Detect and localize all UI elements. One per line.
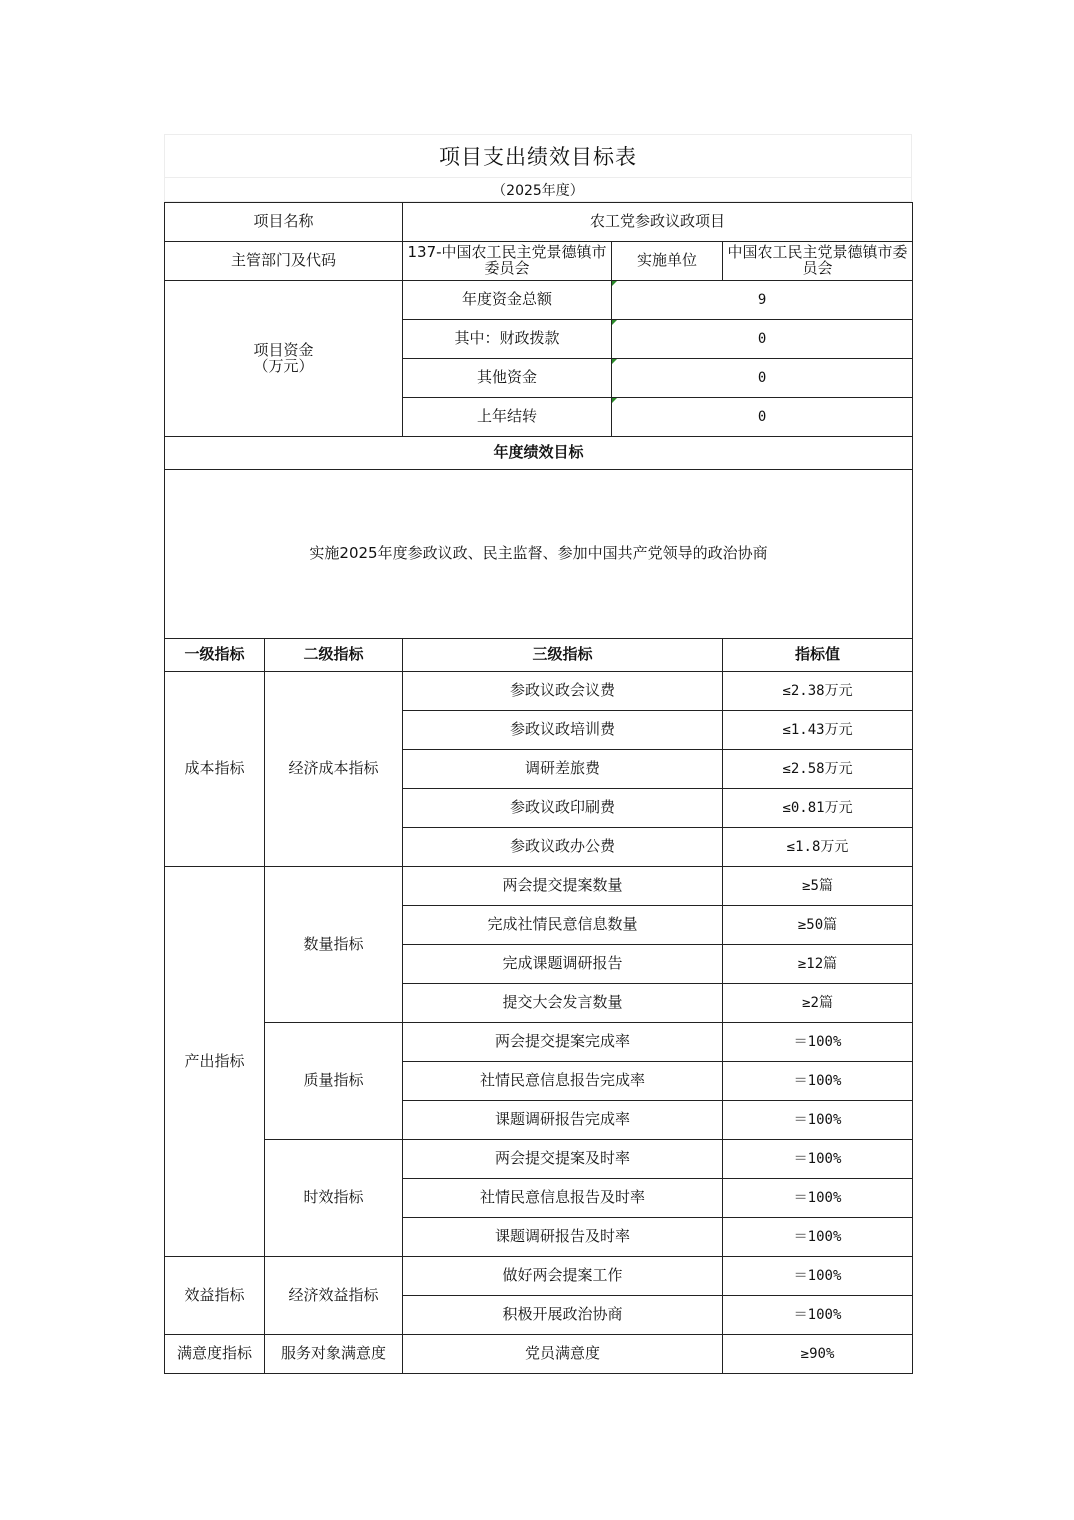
- level2-indicator: 服务对象满意度: [265, 1335, 403, 1374]
- indicator-row: [165, 1140, 913, 1179]
- fund-value: 0: [612, 320, 913, 359]
- impl-value: 中国农工民主党景德镇市委员会: [723, 242, 913, 281]
- goal-header-row: [165, 437, 913, 470]
- fund-label: 其他资金: [403, 359, 612, 398]
- fund-label: 上年结转: [403, 398, 612, 437]
- col-header-value: 指标值: [723, 639, 913, 672]
- indicator-value: ≤1.43万元: [723, 711, 913, 750]
- level3-indicator: 社情民意信息报告完成率: [403, 1062, 723, 1101]
- level3-indicator: 积极开展政治协商: [403, 1296, 723, 1335]
- indicator-row: [165, 1257, 913, 1296]
- indicator-value: ＝100%: [723, 1140, 913, 1179]
- level1-indicator: 满意度指标: [165, 1335, 265, 1374]
- level1-indicator: 产出指标: [165, 867, 265, 1257]
- level3-indicator: 两会提交提案数量: [403, 867, 723, 906]
- indicator-value: ＝100%: [723, 1179, 913, 1218]
- indicator-value: ≤1.8万元: [723, 828, 913, 867]
- indicator-value: ≤2.58万元: [723, 750, 913, 789]
- level2-indicator: 质量指标: [265, 1023, 403, 1140]
- fund-value: 0: [612, 359, 913, 398]
- indicator-value: ＝100%: [723, 1296, 913, 1335]
- indicator-value: ＝100%: [723, 1062, 913, 1101]
- form-title: 项目支出绩效目标表: [164, 134, 912, 177]
- project-name-row: [165, 203, 913, 242]
- level3-indicator: 参政议政印刷费: [403, 789, 723, 828]
- indicator-value: ≤2.38万元: [723, 672, 913, 711]
- level2-indicator: 经济效益指标: [265, 1257, 403, 1335]
- indicator-row: [165, 1335, 913, 1374]
- col-header-level2: 二级指标: [265, 639, 403, 672]
- level3-indicator: 党员满意度: [403, 1335, 723, 1374]
- fund-label: 年度资金总额: [403, 281, 612, 320]
- funds-label: 项目资金 （万元）: [165, 281, 403, 437]
- performance-table: [164, 202, 913, 1374]
- col-header-level3: 三级指标: [403, 639, 723, 672]
- goal-header: 年度绩效目标: [165, 437, 913, 470]
- project-name-value: 农工党参政议政项目: [403, 203, 913, 242]
- level3-indicator: 完成社情民意信息数量: [403, 906, 723, 945]
- level3-indicator: 做好两会提案工作: [403, 1257, 723, 1296]
- level3-indicator: 社情民意信息报告及时率: [403, 1179, 723, 1218]
- indicator-row: [165, 867, 913, 906]
- indicator-value: ≥90%: [723, 1335, 913, 1374]
- indicator-value: ＝100%: [723, 1257, 913, 1296]
- level3-indicator: 参政议政办公费: [403, 828, 723, 867]
- dept-label: 主管部门及代码: [165, 242, 403, 281]
- indicator-value: ≥12篇: [723, 945, 913, 984]
- level3-indicator: 参政议政培训费: [403, 711, 723, 750]
- project-name-label: 项目名称: [165, 203, 403, 242]
- level3-indicator: 提交大会发言数量: [403, 984, 723, 1023]
- performance-form: [164, 134, 912, 1374]
- fund-label: 其中：财政拨款: [403, 320, 612, 359]
- impl-label: 实施单位: [612, 242, 723, 281]
- indicator-value: ＝100%: [723, 1101, 913, 1140]
- indicator-value: ＝100%: [723, 1023, 913, 1062]
- indicator-value: ≥5篇: [723, 867, 913, 906]
- goal-row: [165, 470, 913, 639]
- goal-text: 实施2025年度参政议政、民主监督、参加中国共产党领导的政治协商: [165, 470, 913, 639]
- level2-indicator: 经济成本指标: [265, 672, 403, 867]
- indicator-value: ＝100%: [723, 1218, 913, 1257]
- indicator-row: [165, 672, 913, 711]
- indicator-value: ≤0.81万元: [723, 789, 913, 828]
- dept-row: [165, 242, 913, 281]
- level3-indicator: 课题调研报告及时率: [403, 1218, 723, 1257]
- level3-indicator: 参政议政会议费: [403, 672, 723, 711]
- dept-value: 137-中国农工民主党景德镇市委员会: [403, 242, 612, 281]
- level1-indicator: 成本指标: [165, 672, 265, 867]
- level3-indicator: 两会提交提案完成率: [403, 1023, 723, 1062]
- indicator-value: ≥2篇: [723, 984, 913, 1023]
- col-header-level1: 一级指标: [165, 639, 265, 672]
- level3-indicator: 完成课题调研报告: [403, 945, 723, 984]
- indicator-value: ≥50篇: [723, 906, 913, 945]
- level1-indicator: 效益指标: [165, 1257, 265, 1335]
- level2-indicator: 时效指标: [265, 1140, 403, 1257]
- fund-value: 9: [612, 281, 913, 320]
- fund-row: [165, 281, 913, 320]
- column-header-row: [165, 639, 913, 672]
- form-year: （2025年度）: [164, 177, 912, 202]
- level3-indicator: 调研差旅费: [403, 750, 723, 789]
- level3-indicator: 两会提交提案及时率: [403, 1140, 723, 1179]
- level3-indicator: 课题调研报告完成率: [403, 1101, 723, 1140]
- indicator-row: [165, 1023, 913, 1062]
- fund-value: 0: [612, 398, 913, 437]
- level2-indicator: 数量指标: [265, 867, 403, 1023]
